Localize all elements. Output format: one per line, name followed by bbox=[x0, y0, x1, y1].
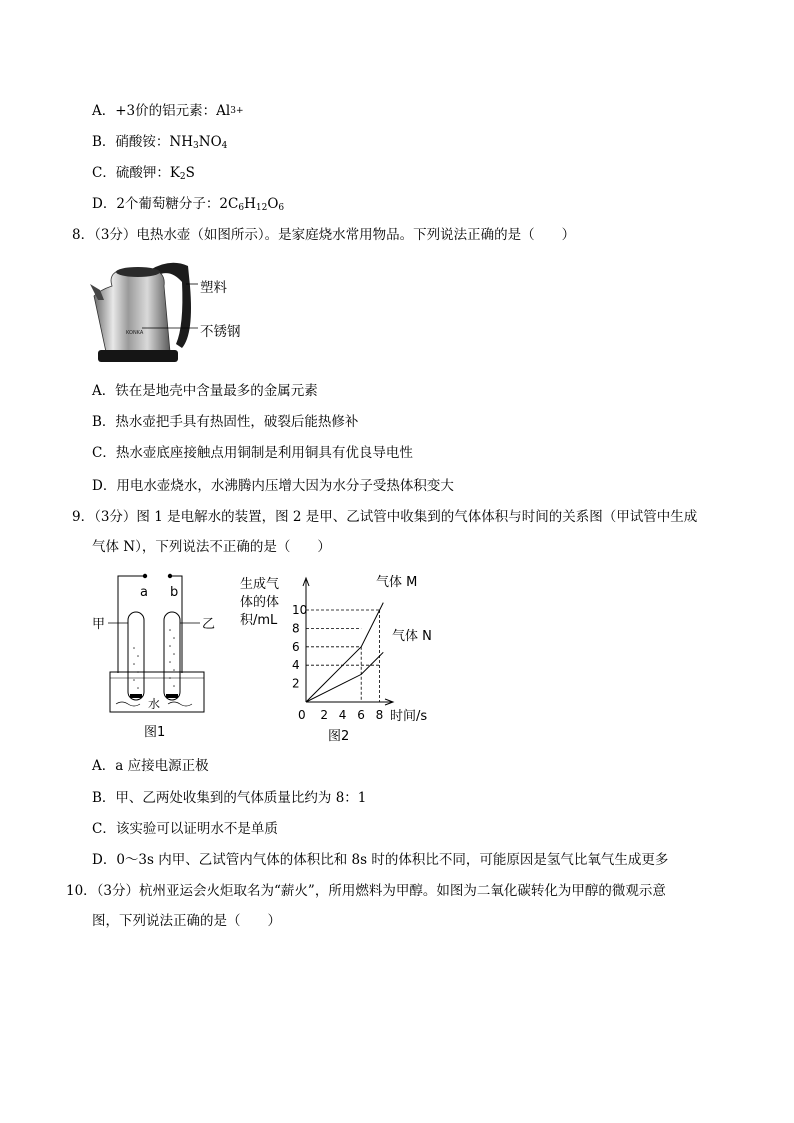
x-tick-label: 2 bbox=[320, 708, 329, 722]
q10-stem-line1: 10．（3分）杭州亚运会火炬取名为“薪火”，所用燃料为甲醇。如图为二氧化碳转化为甲醇的微观示意 bbox=[66, 883, 666, 899]
q7-option-b: B．硝酸铵：$NH_3NO_4$ bbox=[92, 134, 228, 151]
y-tick-label: 2 bbox=[292, 676, 300, 691]
y-tick-label: 8 bbox=[292, 621, 300, 636]
q8-option-b: B．热水壶把手具有热固性，破裂后能热修补 bbox=[92, 414, 359, 430]
series-m-label: 气体 M bbox=[376, 575, 418, 590]
chart-ylabel-1: 生成气 bbox=[240, 577, 280, 592]
tube-jia bbox=[128, 612, 144, 700]
label-b: b bbox=[170, 585, 179, 600]
y-tick-label: 6 bbox=[292, 639, 300, 654]
y-tick-label: 10 bbox=[292, 603, 308, 617]
label-steel: 不锈钢 bbox=[200, 324, 241, 340]
kettle-body bbox=[94, 270, 170, 352]
x-tick-label: 4 bbox=[338, 708, 347, 722]
tube-yi bbox=[164, 612, 180, 700]
q8-option-a: A．铁在是地壳中含量最多的金属元素 bbox=[92, 383, 318, 399]
fig1-caption: 图1 bbox=[144, 725, 166, 740]
label-yi: 乙 bbox=[202, 617, 216, 632]
q9-stem-line2: 气体 N），下列说法不正确的是（ ） bbox=[92, 539, 331, 555]
q9-stem-line1: 9．（3分）图 1 是电解水的装置，图 2 是甲、乙试管中收集到的气体体积与时间的关系图（甲试管中生成 bbox=[72, 509, 698, 525]
x-tick-label: 0 bbox=[298, 708, 306, 722]
series-n-label: 气体 N bbox=[392, 629, 432, 644]
q9-option-b: B．甲、乙两处收集到的气体质量比约为 8：1 bbox=[92, 790, 367, 806]
series-n-line bbox=[306, 652, 383, 702]
chart-xlabel: 时间/s bbox=[390, 709, 428, 724]
q8-option-d: D．用电水壶烧水，水沸腾内压增大因为水分子受热体积变大 bbox=[92, 478, 454, 494]
q9-option-a: A．a 应接电源正极 bbox=[92, 758, 209, 774]
q7-option-a: A．+3价的铝元素：$Al^{3+}$ bbox=[92, 103, 244, 119]
kettle-figure bbox=[90, 256, 260, 368]
q7-option-d: D．2个葡萄糖分子：$2C_6H_{12}O_6$ bbox=[92, 196, 285, 213]
fig2-caption: 图2 bbox=[328, 729, 350, 744]
q9-option-d: D．0～3s 内甲、乙试管内气体的体积比和 8s 时的体积比不同，可能原因是氢气比氧气生成更多 bbox=[92, 852, 669, 868]
label-plastic: 塑料 bbox=[200, 280, 227, 296]
kettle-base bbox=[98, 350, 178, 362]
q7-option-c: C．硫酸钾：$K_2S$ bbox=[92, 165, 195, 182]
q10-stem-line2: 图，下列说法正确的是（ ） bbox=[92, 913, 281, 929]
label-a: a bbox=[140, 585, 148, 600]
series-m-line bbox=[306, 603, 383, 702]
chart-ylabel-2: 体的体 bbox=[240, 595, 280, 610]
q9-option-c: C．该实验可以证明水不是单质 bbox=[92, 821, 278, 837]
kettle-brand: KONKA bbox=[126, 330, 144, 336]
label-water: 水 bbox=[148, 697, 161, 711]
gas-volume-chart bbox=[232, 568, 442, 748]
q8-option-c: C．热水壶底座接触点用铜制是利用铜具有优良导电性 bbox=[92, 445, 413, 461]
label-jia: 甲 bbox=[92, 617, 106, 632]
y-tick-label: 4 bbox=[292, 658, 300, 673]
x-tick-label: 8 bbox=[375, 708, 384, 722]
x-tick-label: 6 bbox=[357, 708, 365, 722]
q8-stem: 8．（3分）电热水壶（如图所示）。是家庭烧水常用物品。下列说法正确的是（ ） bbox=[72, 227, 576, 243]
electrolysis-figure bbox=[90, 568, 220, 746]
chart-ylabel-3: 积/mL bbox=[240, 613, 278, 628]
